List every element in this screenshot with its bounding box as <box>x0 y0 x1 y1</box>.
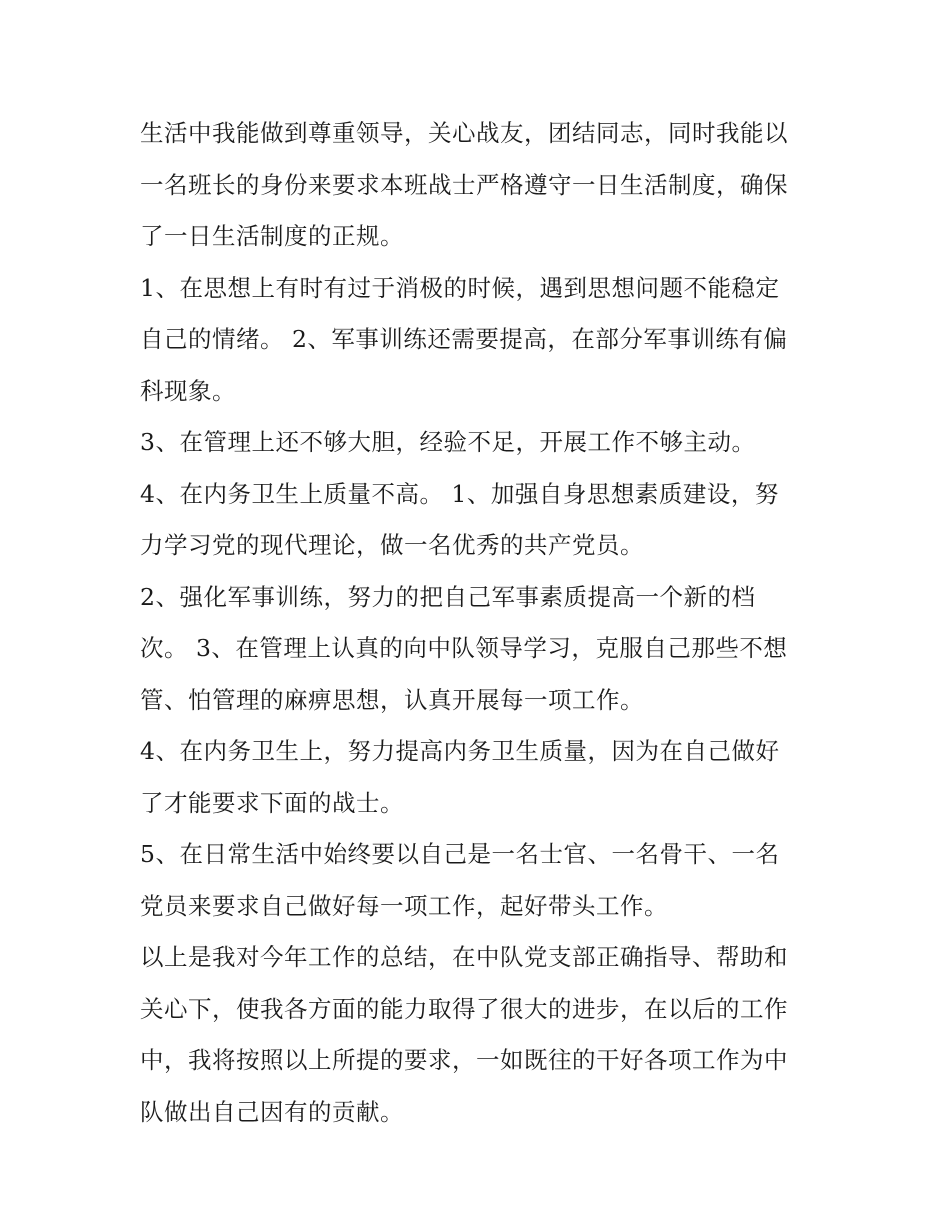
text-line: 党员来要求自己做好每一项工作，起好带头工作。 <box>140 891 668 920</box>
text-line: 生活中我能做到尊重领导，关心战友，团结同志，同时我能以 <box>140 119 788 147</box>
text-line: 管、怕管理的麻痹思想，认真开展每一项工作。 <box>140 685 644 714</box>
text-line: 1、在思想上有时有过于消极的时候，遇到思想问题不能稳定 <box>140 273 780 302</box>
text-line: 科现象。 <box>140 376 236 405</box>
text-line: 以上是我对今年工作的总结，在中队党支部正确指导、帮助和 <box>140 943 788 971</box>
text-line: 自己的情绪。 2、军事训练还需要提高，在部分军事训练有偏 <box>140 325 788 353</box>
text-line: 队做出自己因有的贡献。 <box>140 1097 404 1126</box>
text-line: 一名班长的身份来要求本班战士严格遵守一日生活制度，确保 <box>140 170 788 199</box>
text-line: 力学习党的现代理论，做一名优秀的共产党员。 <box>140 531 644 559</box>
text-line: 2、强化军事训练，努力的把自己军事素质提高一个新的档 <box>140 582 756 611</box>
text-line: 3、在管理上还不够大胆，经验不足，开展工作不够主动。 <box>140 428 756 456</box>
text-line: 5、在日常生活中始终要以自己是一名士官、一名骨干、一名 <box>140 840 780 868</box>
text-line: 中，我将按照以上所提的要求，一如既往的干好各项工作为中 <box>140 1046 788 1074</box>
text-line: 4、在内务卫生上，努力提高内务卫生质量，因为在自己做好 <box>140 737 780 765</box>
text-line: 关心下，使我各方面的能力取得了很大的进步，在以后的工作 <box>140 994 788 1023</box>
document-body <box>140 108 840 1138</box>
text-line: 了一日生活制度的正规。 <box>140 222 404 250</box>
text-line: 次。 3、在管理上认真的向中队领导学习，克服自己那些不想 <box>140 634 788 662</box>
text-line: 4、在内务卫生上质量不高。 1、加强自身思想素质建设，努 <box>140 479 779 508</box>
text-line: 了才能要求下面的战士。 <box>140 788 404 817</box>
